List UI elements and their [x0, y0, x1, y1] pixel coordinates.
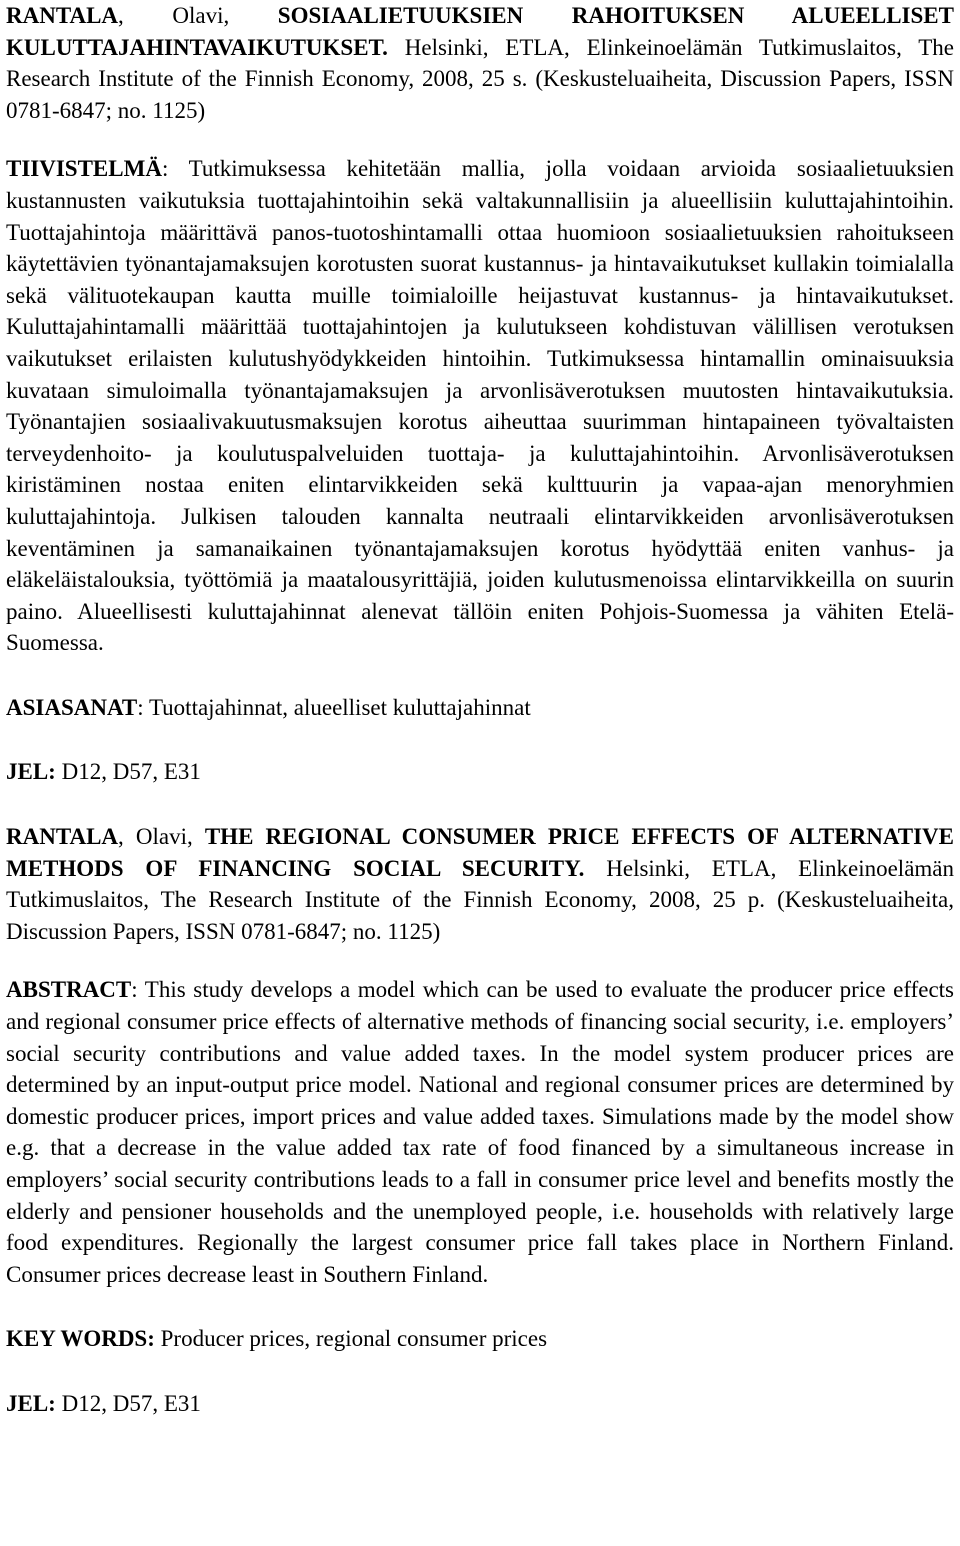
finnish-abstract-label: TIIVISTELMÄ [6, 156, 162, 182]
english-jel-label: JEL: [6, 1390, 56, 1416]
english-author-rest: , Olavi, [118, 824, 205, 850]
spacer [6, 659, 954, 692]
english-abstract-label: ABSTRACT [6, 977, 132, 1003]
english-jel [6, 1388, 954, 1420]
finnish-abstract [6, 153, 954, 659]
english-keywords-label: KEY WORDS: [6, 1326, 155, 1352]
english-citation-details: Helsinki, ETLA, Elinkeinoelämän Tutkimuslaitos, The Research Institute of the Finnish Economy, 2008, 25 p. (Keskusteluaiheita, Discussion Papers, ISSN 0781-6847; no. 1125) [6, 855, 955, 944]
english-keywords-text: Producer prices, regional consumer prices [154, 1326, 548, 1352]
spacer [6, 947, 954, 974]
english-section [6, 821, 954, 1420]
english-author-surname: RANTALA [6, 824, 119, 850]
english-citation [6, 821, 954, 947]
spacer [6, 788, 954, 821]
finnish-jel [6, 756, 954, 788]
finnish-jel-label: JEL: [6, 759, 56, 785]
english-title: THE REGIONAL CONSUMER PRICE EFFECTS OF ALTERNATIVE METHODS OF FINANCING SOCIAL SECURITY. [6, 824, 954, 881]
finnish-keywords-label: ASIASANAT [6, 694, 138, 720]
english-jel-text: D12, D57, E31 [55, 1390, 201, 1416]
finnish-jel-text: D12, D57, E31 [55, 759, 201, 785]
finnish-author-surname: RANTALA [6, 3, 119, 28]
spacer [6, 126, 954, 153]
finnish-author-rest: , Olavi, [118, 3, 278, 28]
spacer [6, 1290, 954, 1323]
finnish-keywords-text: : Tuottajahinnat, alueelliset kuluttajahinnat [137, 694, 531, 720]
finnish-abstract-text: : Tutkimuksessa kehitetään mallia, jolla voidaan arvioida sosiaalietuuksien kustannusten vaikutuksia tuottajahintoihin sekä valtakunnallisiin ja alueellisiin kuluttajahintoihin. Tuottajahintoja määrittävä panos-tuotoshintamalli ottaa huomioon sosiaalietuuksien rahoitukseen käytettävien työnantajamaksujen korotusten suorat kustannus- ja hintavaikutukset kullakin toimialalla sekä välituotekaupan kautta muille toimialoille heijastuvat kustannus- ja hintavaikutukset. Kuluttajahintamalli määrittää tuottajahintojen ja kulutukseen kohdistuvan välillisen verotuksen vaikutukset erilaisten kulutushyödykkeiden hintoihin. Tutkimuksessa hintamallin ominaisuuksia kuvataan simuloimalla työnantajamaksujen ja arvonlisäverotuksen muutosten hintavaikutuksia. Työnantajien sosiaalivakuutusmaksujen korotus aiheuttaa suurimman hintapaineen työvaltaisten terveydenhoito- ja koulutuspalveluiden tuottaja- ja kuluttajahintoihin. Arvonlisäverotuksen kiristäminen nostaa eniten elintarvikkeiden sekä kulttuurin ja vapaa-ajan menoryhmien kuluttajahintoja. Julkisen talouden kannalta neutraali elintarvikkeiden arvonlisäverotuksen keventäminen ja samanaikainen työnantajamaksujen korotus hyödyttää eniten vanhus- ja eläkeläistalouksia, työttömiä ja maatalousyrittäjiä, joiden kulutusmenoissa elintarvikkeilla on suurin paino. Alueellisesti kuluttajahinnat alenevat tällöin eniten Pohjois-Suomessa ja vähiten Etelä-Suomessa. [6, 156, 954, 656]
english-abstract [6, 974, 954, 1290]
english-keywords [6, 1323, 954, 1355]
finnish-keywords [6, 692, 954, 724]
finnish-citation-details: Helsinki, ETLA, Elinkeinoelämän Tutkimuslaitos, The Research Institute of the Finnish Economy, 2008, 25 s. (Keskusteluaiheita, Discussion Papers, ISSN 0781-6847; no. 1125) [6, 34, 954, 123]
spacer [6, 723, 954, 756]
spacer [6, 1355, 954, 1388]
finnish-title: SOSIAALIETUUKSIEN RAHOITUKSEN ALUEELLISET KULUTTAJAHINTAVAIKUTUKSET. [6, 3, 954, 60]
english-abstract-text: : This study develops a model which can be used to evaluate the producer price effects and regional consumer price effects of alternative methods of financing social security, i.e. employers’ social security contributions and value added taxes. In the model system producer prices are determined by an input-output price model. National and regional consumer prices are determined by domestic producer prices, import prices and value added taxes. Simulations made by the model show e.g. that a decrease in the value added tax rate of food financed by a simultaneous increase in employers’ social security contributions leads to a fall in consumer price level and benefits mostly the elderly and pensioner households and the unemployed people, i.e. households with relatively large food expenditures. Regionally the largest consumer price fall takes place in Northern Finland. Consumer prices decrease least in Southern Finland. [6, 977, 954, 1287]
finnish-citation [6, 0, 954, 126]
